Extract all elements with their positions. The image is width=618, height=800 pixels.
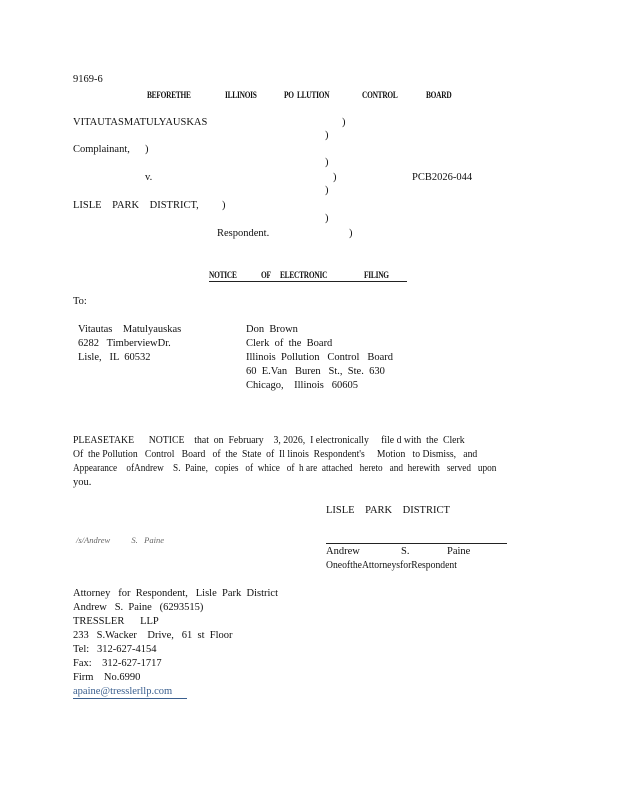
to-label: To: bbox=[73, 296, 87, 307]
body-line: Appearance ofAndrew S. Paine, copies of whice of h are attached hereto and herewith served upon bbox=[73, 463, 497, 474]
body-line: Of the Pollution Control Board of the State of Il linois Respondent's Motion to Dismiss, and bbox=[73, 449, 478, 460]
caption-paren: ) bbox=[145, 144, 149, 155]
caption-paren: ) bbox=[325, 157, 329, 168]
electronic-signature: /s/Andrew S. Paine bbox=[76, 535, 164, 545]
footer-line: 233 S.Wacker Drive, 61 st Floor bbox=[73, 630, 233, 641]
email-link[interactable]: apaine@tresslerllp.com bbox=[73, 686, 173, 697]
address-line: Don Brown bbox=[246, 324, 298, 335]
caption-paren: ) bbox=[325, 130, 329, 141]
caption-paren: ) bbox=[222, 200, 226, 211]
footer-line: Attorney for Respondent, Lisle Park District bbox=[73, 588, 279, 599]
board-title-word: ILLINOIS bbox=[225, 90, 257, 100]
address-line: 6282 TimberviewDr. bbox=[78, 338, 171, 349]
address-line: Illinois Pollution Control Board bbox=[246, 352, 394, 363]
caption-paren: ) bbox=[349, 228, 353, 239]
signature-line bbox=[326, 543, 507, 544]
signer-name-part: Paine bbox=[447, 546, 471, 557]
email-underline bbox=[73, 698, 187, 699]
caption-paren: ) bbox=[325, 185, 329, 196]
address-line: 60 E.Van Buren St., Ste. 630 bbox=[246, 366, 385, 377]
board-title-word: BOARD bbox=[426, 90, 452, 100]
board-title-word: PO LLUTION bbox=[284, 90, 330, 100]
respondent-label: Respondent. bbox=[217, 228, 270, 239]
notice-heading-word: NOTICE bbox=[209, 270, 237, 280]
footer-line: Fax: 312-627-1717 bbox=[73, 658, 162, 669]
notice-heading-underline bbox=[209, 281, 407, 282]
address-line: Chicago, Illinois 60605 bbox=[246, 380, 358, 391]
caption-paren: ) bbox=[342, 117, 346, 128]
notice-heading-word: OF bbox=[261, 270, 271, 280]
notice-heading-word: ELECTRONIC bbox=[280, 270, 328, 280]
docket-number: 9169-6 bbox=[73, 74, 103, 85]
footer-line: Tel: 312-627-4154 bbox=[73, 644, 157, 655]
address-line: Clerk of the Board bbox=[246, 338, 333, 349]
board-title-word: BEFORETHE bbox=[147, 90, 191, 100]
footer-line: Andrew S. Paine (6293515) bbox=[73, 602, 204, 613]
complainant-name: VITAUTASMATULYAUSKAS bbox=[73, 117, 208, 128]
body-line: you. bbox=[73, 477, 92, 488]
address-line: Vitautas Matulyauskas bbox=[78, 324, 182, 335]
signer-name-part: Andrew bbox=[326, 546, 360, 557]
board-title-word: CONTROL bbox=[362, 90, 398, 100]
footer-line: Firm No.6990 bbox=[73, 672, 141, 683]
notice-heading-word: FILING bbox=[364, 270, 389, 280]
footer-line: TRESSLER LLP bbox=[73, 616, 159, 627]
respondent-name: LISLE PARK DISTRICT, bbox=[73, 200, 199, 211]
caption-paren: ) bbox=[325, 213, 329, 224]
signer-name-part: S. bbox=[401, 546, 410, 557]
versus: v. bbox=[145, 172, 153, 183]
address-line: Lisle, IL 60532 bbox=[78, 352, 151, 363]
case-number: PCB2026-044 bbox=[412, 172, 473, 183]
signer-role: OneoftheAttorneysforRespondent bbox=[326, 560, 457, 571]
complainant-label: Complainant, bbox=[73, 144, 130, 155]
body-line: PLEASETAKE NOTICE that on February 3, 2026, I electronically file d with the Clerk bbox=[73, 435, 465, 446]
caption-paren: ) bbox=[333, 172, 337, 183]
district-signature-heading: LISLE PARK DISTRICT bbox=[326, 505, 450, 516]
